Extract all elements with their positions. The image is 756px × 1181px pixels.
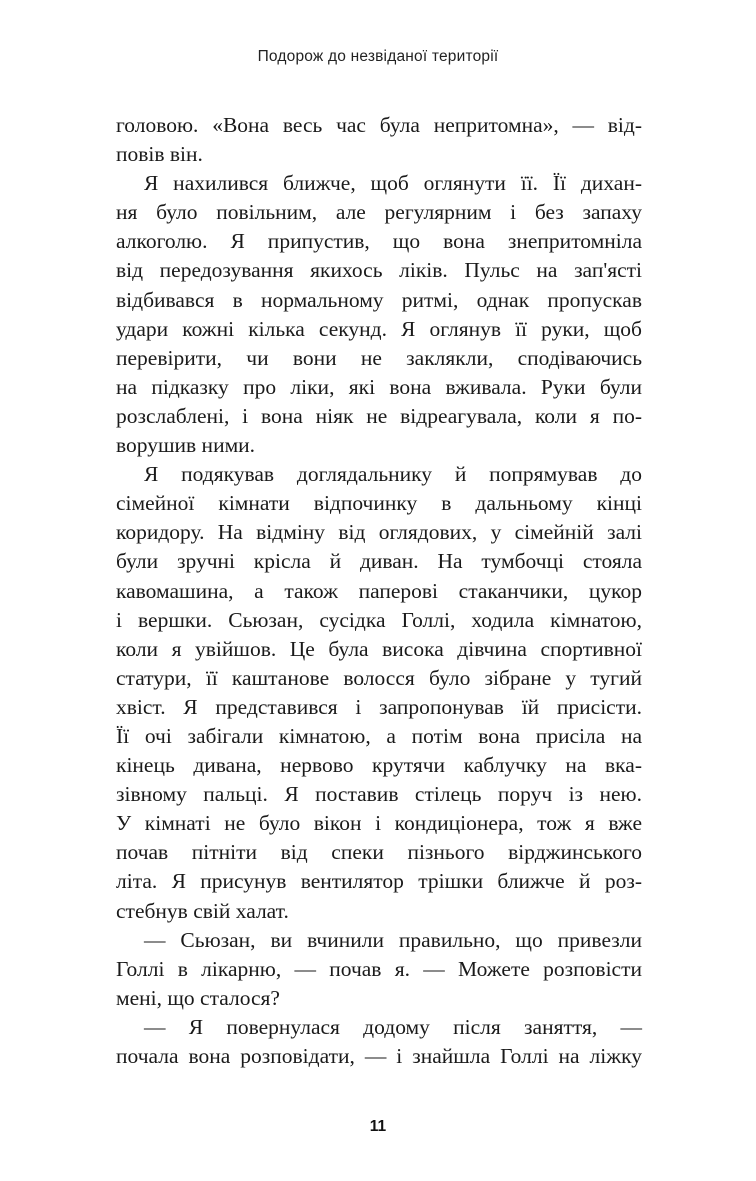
text-line: літа. Я присунув вентилятор трішки ближче й роз- [116, 869, 642, 894]
text-line: хвіст. Я представився і запропонував їй присісти. [116, 694, 642, 719]
text-line: розслаблені, і вона ніяк не відреагувала, коли я по- [116, 403, 642, 428]
text-line: ня було повільним, але регулярним і без запаху [116, 200, 642, 225]
text-line: почав пітніти від спеки пізнього вірджинського [116, 840, 642, 865]
text-line: — Сьюзан, ви вчинили правильно, що привезли [144, 927, 642, 952]
running-head: Подорож до незвіданої території [257, 48, 499, 65]
text-line: перевірити, чи вони не заклякли, сподіваючись [116, 345, 642, 370]
text-line: сімейної кімнати відпочинку в дальньому кінці [116, 491, 642, 516]
text-line: алкоголю. Я припустив, що вона знепритомніла [116, 229, 642, 254]
text-line: ворушив ними. [116, 433, 256, 458]
text-line: головою. «Вона весь час була непритомна», — від- [116, 113, 642, 137]
text-line: зівному пальці. Я поставив стілець поруч із нею. [116, 782, 642, 807]
text-line: Я нахилився ближче, щоб оглянути її. Її дихан- [144, 171, 642, 196]
text-line: кавомашина, а також паперові стаканчики, цукор [116, 578, 642, 603]
text-line: Я подякував доглядальнику й попрямував до [144, 462, 642, 487]
text-line: У кімнаті не було вікон і кондиціонера, тож я вже [116, 811, 642, 836]
text-line: стебнув свій халат. [116, 898, 289, 923]
body-text [116, 111, 642, 1071]
text-line: статури, її каштанове волосся було зібране у тугий [116, 665, 642, 690]
text-line: кінець дивана, нервово крутячи каблучку на вка- [116, 753, 642, 778]
text-line: Голлі в лікарню, — почав я. — Можете розповісти [116, 956, 642, 981]
text-line: — Я повернулася додому після заняття, — [144, 1014, 642, 1039]
page-number: 11 [369, 1118, 387, 1135]
text-line: почала вона розповідати, — і знайшла Голлі на ліжку [116, 1044, 642, 1068]
text-line: на підказку про ліки, які вона вживала. Руки були [116, 374, 642, 399]
text-line: мені, що сталося? [116, 985, 280, 1010]
text-line: і вершки. Сьюзан, сусідка Голлі, ходила кімнатою, [116, 607, 642, 632]
text-line: Її очі забігали кімнатою, а потім вона присіла на [116, 723, 642, 748]
text-line: удари кожні кілька секунд. Я оглянув її руки, щоб [116, 316, 642, 341]
text-line: коли я увійшов. Це була висока дівчина спортивної [116, 636, 642, 661]
text-line: були зручні крісла й диван. На тумбочці стояла [116, 549, 642, 574]
text-line: повів він. [116, 142, 203, 167]
text-line: коридору. На відміну від оглядових, у сімейній залі [116, 520, 642, 545]
text-line: від передозування якихось ліків. Пульс на зап'ясті [116, 258, 642, 283]
text-line: відбивався в нормальному ритмі, однак пропускав [116, 287, 642, 312]
